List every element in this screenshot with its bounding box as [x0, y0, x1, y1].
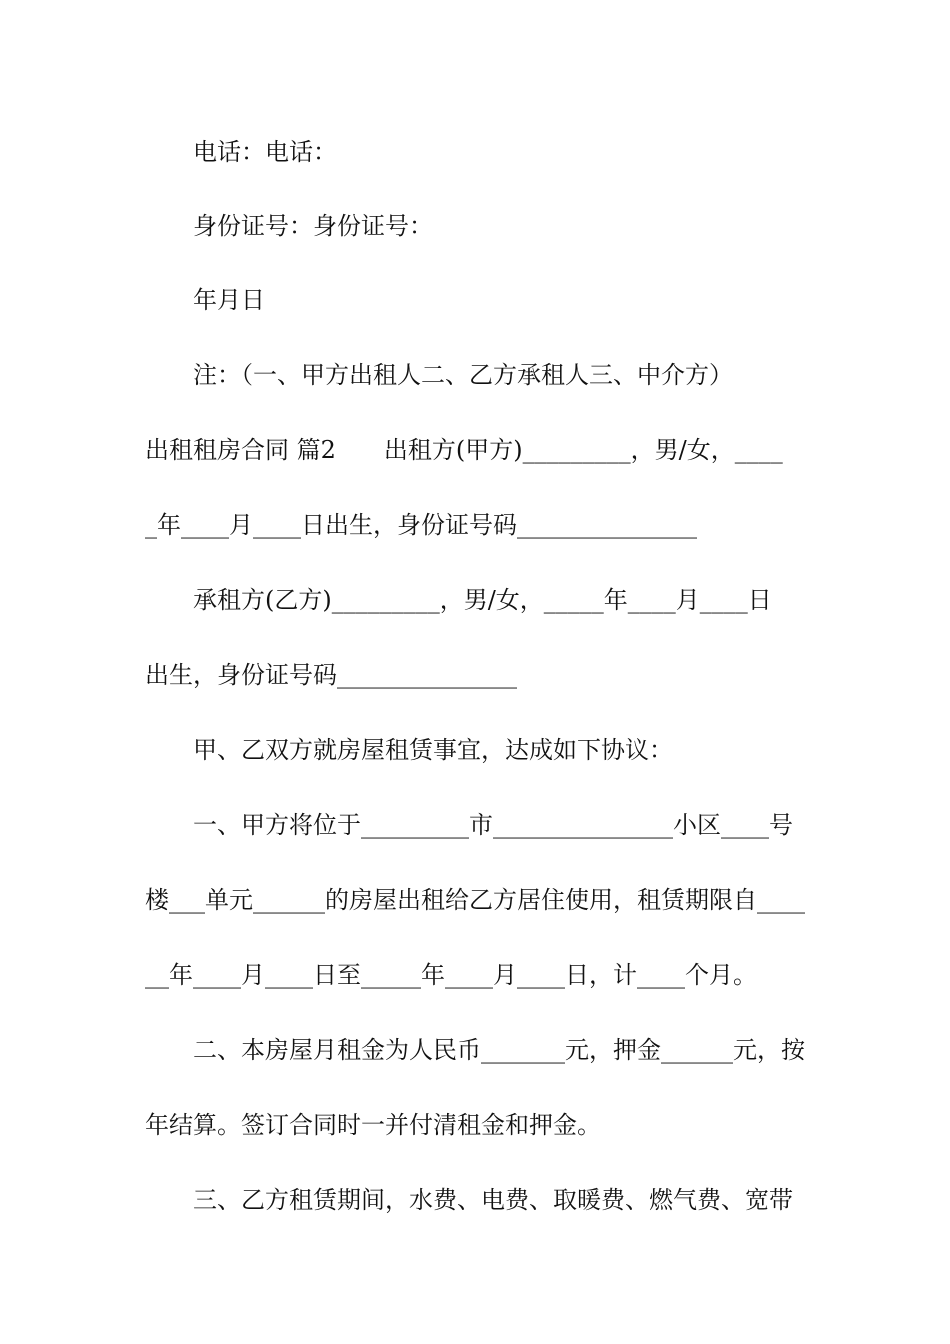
clause-1-line-1: 一、甲方将位于_________市_______________小区____号	[193, 811, 793, 839]
clause-2-line-2: 年结算。签订合同时一并付清租金和押金。	[145, 1111, 601, 1139]
tenant-line: 承租方(乙方)_________，男/女，_____年____月____日	[193, 586, 772, 614]
clause-1-line-2: 楼___单元______的房屋出租给乙方居住使用，租赁期限自____	[145, 886, 805, 914]
agreement-intro-line: 甲、乙双方就房屋租赁事宜，达成如下协议：	[193, 736, 673, 764]
phone-line: 电话：电话：	[193, 138, 337, 166]
clause-1-line-3: __年____月____日至_____年____月____日，计____个月。	[145, 961, 757, 989]
id-number-line: 身份证号：身份证号：	[193, 212, 433, 240]
landlord-birth-line: _年____月____日出生，身份证号码_______________	[145, 511, 697, 539]
clause-2-line-1: 二、本房屋月租金为人民币_______元，押金______元，按	[193, 1036, 805, 1064]
date-line: 年月日	[193, 286, 265, 314]
note-line: 注：（一、甲方出租人二、乙方承租人三、中介方）	[193, 361, 733, 389]
clause-3-line-1: 三、乙方租赁期间，水费、电费、取暖费、燃气费、宽带	[193, 1186, 793, 1214]
contract-title-line: 出租租房合同 篇2 出租方(甲方)_________，男/女，____	[145, 436, 783, 464]
tenant-id-line: 出生，身份证号码_______________	[145, 661, 517, 689]
